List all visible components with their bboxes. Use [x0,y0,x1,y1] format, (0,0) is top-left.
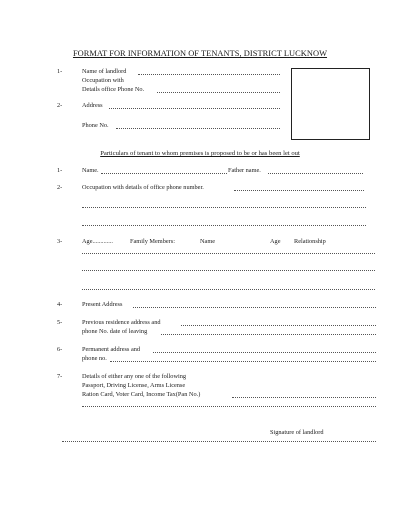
item-number: 2- [57,102,63,109]
landlord-name-field[interactable] [138,74,280,75]
item-number: 5- [57,319,63,326]
family-member-line[interactable] [82,253,375,254]
id-docs-line1: Passport, Driving License, Arms License [82,382,186,389]
present-address-field[interactable] [133,307,376,308]
tenant-father-label: Father name. [228,167,261,174]
landlord-name-label: Name of landlord [82,68,127,75]
id-docs-line2: Ration Card, Voter Card, Income Tax(Pan No.) [82,391,201,398]
previous-address-field[interactable] [181,325,376,326]
id-details-label: Details of either any one of the following [82,373,187,380]
item-number: 6- [57,346,63,353]
landlord-phone-label: Phone No. [82,122,109,129]
tenant-section-heading: Particulars of tenant to whom premises is proposed to be or has been let out [100,150,300,157]
item-number: 7- [57,373,63,380]
signature-line[interactable] [62,441,376,442]
landlord-office-phone-label: Details office Phone No. [82,86,145,93]
form-title: FORMAT FOR INFORMATION OF TENANTS, DISTRICT LUCKNOW [72,49,328,58]
family-member-line[interactable] [82,270,375,271]
family-member-line[interactable] [82,289,375,290]
item-number: 3- [57,238,63,245]
id-docs-field[interactable] [232,397,376,398]
family-name-column: Name [200,238,216,245]
landlord-address-field[interactable] [109,108,280,109]
signature-label: Signature of landlord [270,429,324,436]
tenant-age-label: Age............. [82,238,113,245]
tenant-occupation-line[interactable] [82,225,366,226]
tenant-occupation-line[interactable] [82,207,366,208]
permanent-address-label: Permanent address and [82,346,141,353]
tenant-occupation-label: Occupation with details of office phone number. [82,184,204,191]
item-number: 1- [57,167,63,174]
previous-address-label: Previous residence address and [82,319,161,326]
date-of-leaving-label: phone No. date of leaving [82,328,148,335]
id-docs-line[interactable] [82,406,376,407]
family-members-label: Family Members: [130,238,175,245]
tenant-name-field[interactable] [101,173,227,174]
tenant-occupation-field[interactable] [234,190,364,191]
date-of-leaving-field[interactable] [161,334,376,335]
permanent-phone-field[interactable] [110,361,376,362]
landlord-phone-field[interactable] [116,128,280,129]
present-address-label: Present Address [82,301,123,308]
item-number: 2- [57,184,63,191]
permanent-phone-label: phone no. [82,355,107,362]
photo-box [291,68,370,140]
item-number: 4- [57,301,63,308]
tenant-father-field[interactable] [268,173,363,174]
family-relationship-column: Relationship [294,238,326,245]
tenant-name-label: Name. [82,167,99,174]
landlord-address-label: Address [82,102,103,109]
landlord-occupation-label: Occupation with [82,77,124,84]
permanent-address-field[interactable] [153,352,376,353]
item-number: 1- [57,68,63,75]
family-age-column: Age [270,238,281,245]
landlord-occupation-field[interactable] [157,92,280,93]
